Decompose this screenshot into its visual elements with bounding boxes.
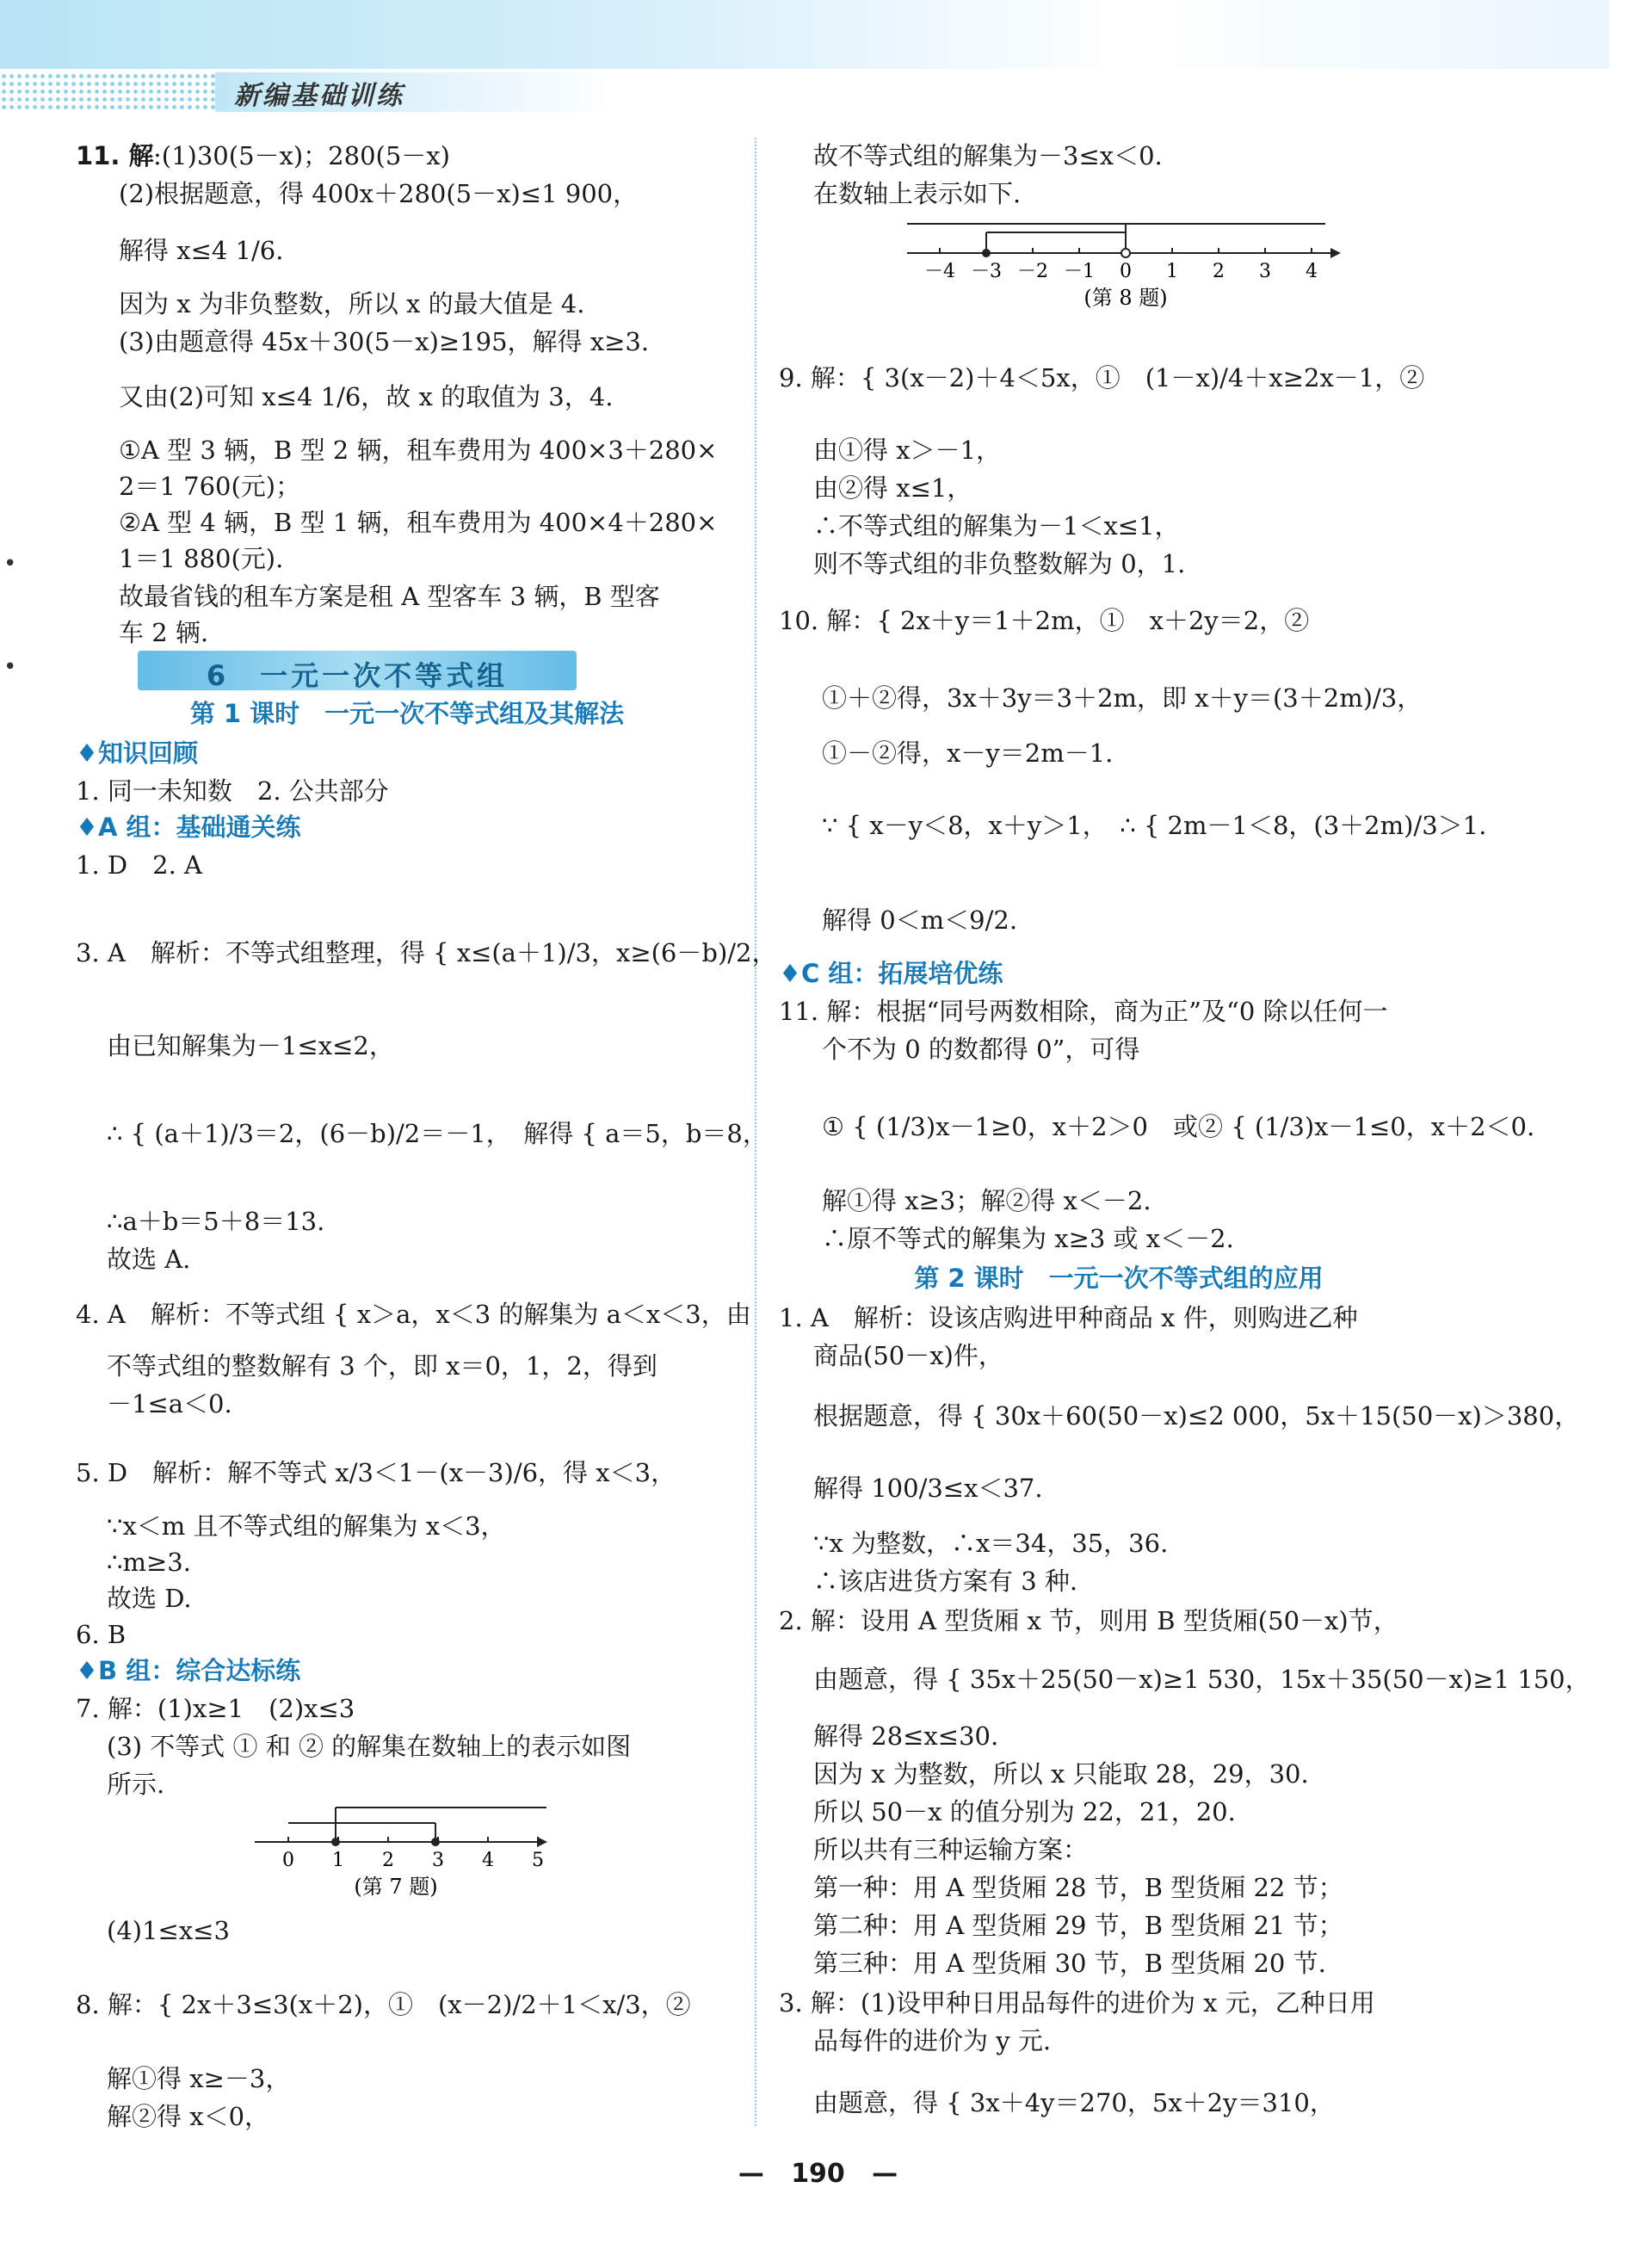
text-line: 故选 A. bbox=[107, 1245, 191, 1274]
text-line: 3. A 解析：不等式组整理，得 { x≤(a＋1)/3，x≥(6－b)/2， bbox=[76, 938, 777, 967]
text-line: 6. B bbox=[76, 1620, 127, 1649]
text-line: ∵x＜m 且不等式组的解集为 x＜3， bbox=[107, 1511, 506, 1541]
tick-label: 1 bbox=[332, 1850, 344, 1871]
diamond-icon: ♦ bbox=[76, 738, 98, 768]
closed-point bbox=[431, 1838, 440, 1846]
tick-label: 4 bbox=[1306, 261, 1318, 282]
text-line: 2. 解：设用 A 型货厢 x 节，则用 B 型货厢(50－x)节， bbox=[779, 1606, 1398, 1635]
text-line: 第三种：用 A 型货厢 30 节，B 型货厢 20 节. bbox=[813, 1949, 1326, 1978]
tick-label: 5 bbox=[532, 1850, 544, 1871]
header-dot-pattern bbox=[0, 72, 215, 112]
text-line: 因为 x 为非负整数，所以 x 的最大值是 4. bbox=[119, 289, 585, 318]
text-line: 故最省钱的租车方案是租 A 型客车 3 辆，B 型客 bbox=[119, 582, 660, 611]
section-banner bbox=[138, 651, 577, 690]
tick-label: －3 bbox=[971, 261, 1002, 282]
text-line: 故选 D. bbox=[107, 1584, 192, 1613]
text-line: 1. A 解析：设该店购进甲种商品 x 件，则购进乙种 bbox=[779, 1303, 1358, 1332]
lesson-1-title: 第 1 课时 一元一次不等式组及其解法 bbox=[189, 699, 625, 728]
text-line: 8. 解：{ 2x＋3≤3(x＋2)，① (x－2)/2＋1＜x/3，② bbox=[76, 1990, 691, 2019]
text-line: ∴ { (a＋1)/3＝2，(6－b)/2＝－1， 解得 { a＝5，b＝8， bbox=[107, 1119, 768, 1148]
number-line-q8 bbox=[904, 219, 1351, 313]
text-line: 品每件的进价为 y 元. bbox=[813, 2026, 1052, 2055]
text-line: 由①得 x＞－1， bbox=[813, 436, 1002, 465]
knowledge-review-heading: ♦知识回顾 bbox=[76, 738, 199, 768]
tick-label: 1 bbox=[1166, 261, 1178, 282]
text-line: 10. 解：{ 2x＋y＝1＋2m，① x＋2y＝2，② bbox=[779, 606, 1310, 635]
text-line: 所示. bbox=[107, 1770, 165, 1799]
text-line: ∴不等式组的解集为－1＜x≤1， bbox=[813, 511, 1180, 541]
tick-label: 0 bbox=[282, 1850, 294, 1871]
text-line: ∴m≥3. bbox=[107, 1548, 191, 1577]
text-line: 又由(2)可知 x≤4 1/6，故 x 的取值为 3，4. bbox=[119, 382, 614, 411]
text-line: 3. 解：(1)设甲种日用品每件的进价为 x 元，乙种日用 bbox=[779, 1988, 1375, 2018]
number-line-q7 bbox=[250, 1799, 559, 1902]
text-line: 解得 x≤4 1/6. bbox=[119, 236, 284, 265]
open-point bbox=[1121, 249, 1130, 257]
page-dash: — bbox=[872, 2159, 898, 2189]
page-number-value: 190 bbox=[791, 2159, 845, 2189]
text-line: 所以共有三种运输方案： bbox=[813, 1835, 1089, 1864]
text-line: 车 2 辆. bbox=[119, 618, 209, 647]
text-line: 由已知解集为－1≤x≤2， bbox=[107, 1031, 394, 1060]
tick-label: 2 bbox=[382, 1850, 394, 1871]
text-line: (3) 不等式 ① 和 ② 的解集在数轴上的表示如图 bbox=[107, 1732, 632, 1761]
text-line: 则不等式组的非负整数解为 0，1. bbox=[813, 549, 1186, 578]
text-line: 解②得 x＜0， bbox=[107, 2102, 270, 2131]
text-line: (4)1≤x≤3 bbox=[107, 1916, 230, 1945]
text-line: 由题意，得 { 35x＋25(50－x)≥1 530，15x＋35(50－x)≥1 150， bbox=[813, 1665, 1590, 1694]
text-line: 不等式组的整数解有 3 个，即 x＝0，1，2，得到 bbox=[107, 1351, 657, 1381]
tick-label: 3 bbox=[432, 1850, 444, 1871]
page-dash: — bbox=[738, 2159, 764, 2189]
tick-label: －4 bbox=[924, 261, 955, 282]
tick-label: －2 bbox=[1017, 261, 1048, 282]
tick-label: －1 bbox=[1064, 261, 1095, 282]
tick-label: 0 bbox=[1120, 261, 1132, 282]
text-line: 9. 解：{ 3(x－2)＋4＜5x，① (1－x)/4＋x≥2x－1，② bbox=[779, 363, 1425, 392]
text-line: 1＝1 880(元). bbox=[119, 544, 284, 573]
text-line: 解①得 x≥－3， bbox=[107, 2064, 291, 2093]
text-line: ①＋②得，3x＋3y＝3＋2m，即 x＋y＝(3＋2m)/3， bbox=[822, 683, 1423, 713]
text-line: 第二种：用 A 型货厢 29 节，B 型货厢 21 节； bbox=[813, 1911, 1343, 1940]
text-line: 在数轴上表示如下. bbox=[813, 179, 1022, 208]
tick-label: 2 bbox=[1213, 261, 1225, 282]
text-line: 2＝1 760(元)； bbox=[119, 472, 301, 501]
text-line: 因为 x 为整数，所以 x 只能取 28，29，30. bbox=[813, 1759, 1309, 1789]
text-line: 由题意，得 { 3x＋4y＝270，5x＋2y＝310， bbox=[813, 2088, 1335, 2117]
text-line: －1≤a＜0. bbox=[107, 1389, 232, 1418]
text-line: 解得 100/3≤x＜37. bbox=[813, 1474, 1043, 1503]
text-line: 解得 28≤x≤30. bbox=[813, 1721, 999, 1751]
text-line: 个不为 0 的数都得 0”，可得 bbox=[822, 1035, 1140, 1064]
diamond-icon: ♦ bbox=[779, 959, 801, 988]
text-line: (3)由题意得 45x＋30(5－x)≥195，解得 x≥3. bbox=[119, 327, 650, 356]
text-line: ②A 型 4 辆，B 型 1 辆，租车费用为 400×4＋280× bbox=[119, 508, 718, 537]
knowledge-review-answer: 1. 同一未知数 2. 公共部分 bbox=[76, 776, 389, 806]
text-line: :(1)30(5－x)；280(5－x) bbox=[153, 141, 450, 170]
text-line: 5. D 解析：解不等式 x/3＜1－(x－3)/6，得 x＜3， bbox=[76, 1458, 676, 1487]
text-line: ①A 型 3 辆，B 型 2 辆，租车费用为 400×3＋280× bbox=[119, 436, 718, 465]
text-line: ∵x 为整数，∴x＝34，35，36. bbox=[813, 1529, 1169, 1558]
tick-label: 3 bbox=[1259, 261, 1271, 282]
closed-point bbox=[331, 1838, 340, 1846]
text-line: 故不等式组的解集为－3≤x＜0. bbox=[813, 141, 1163, 170]
text-line: 所以 50－x 的值分别为 22，21，20. bbox=[813, 1797, 1236, 1826]
text-line: ∵ { x－y＜8，x＋y＞1， ∴ { 2m－1＜8，(3＋2m)/3＞1. bbox=[822, 811, 1487, 840]
q11-label: 11. 解 bbox=[76, 141, 154, 170]
text-line: ①－②得，x－y＝2m－1. bbox=[822, 738, 1114, 768]
text-line: 解①得 x≥3；解②得 x＜－2. bbox=[822, 1186, 1151, 1215]
closed-point bbox=[982, 249, 991, 257]
text-line: ∴原不等式的解集为 x≥3 或 x＜－2. bbox=[822, 1224, 1234, 1253]
book-title: 新编基础训练 bbox=[234, 81, 404, 111]
margin-mark: • bbox=[3, 551, 17, 577]
figure-caption: (第 7 题) bbox=[354, 1875, 438, 1899]
axis-arrow-icon bbox=[1330, 248, 1341, 258]
text-line: ① { (1/3)x－1≥0，x＋2＞0 或② { (1/3)x－1≤0，x＋2＜0. bbox=[822, 1112, 1535, 1141]
text-line: 根据题意，得 { 30x＋60(50－x)≤2 000，5x＋15(50－x)＞380， bbox=[813, 1401, 1580, 1431]
diamond-icon: ♦ bbox=[76, 813, 98, 842]
text-line: ∴a＋b＝5＋8＝13. bbox=[107, 1207, 325, 1236]
group-c-heading: ♦C 组：拓展培优练 bbox=[779, 959, 1003, 988]
text-line: 第一种：用 A 型货厢 28 节，B 型货厢 22 节； bbox=[813, 1873, 1343, 1902]
group-a-heading: ♦A 组：基础通关练 bbox=[76, 813, 301, 842]
figure-caption: (第 8 题) bbox=[1083, 286, 1168, 310]
text-line: 7. 解：(1)x≥1 (2)x≤3 bbox=[76, 1694, 355, 1723]
section-title: 6 一元一次不等式组 bbox=[206, 659, 509, 692]
page-number bbox=[0, 2159, 1636, 2189]
text-line: 解得 0＜m＜9/2. bbox=[822, 905, 1018, 935]
tick-label: 4 bbox=[482, 1850, 494, 1871]
text-line: 由②得 x≤1， bbox=[813, 473, 972, 503]
margin-mark: • bbox=[3, 654, 17, 680]
header-band bbox=[0, 0, 1609, 69]
diamond-icon: ♦ bbox=[76, 1656, 98, 1685]
text-line: ∴该店进货方案有 3 种. bbox=[813, 1567, 1078, 1596]
text-line: 4. A 解析：不等式组 { x＞a，x＜3 的解集为 a＜x＜3，由 bbox=[76, 1300, 751, 1329]
lesson-2-title: 第 2 课时 一元一次不等式组的应用 bbox=[914, 1264, 1324, 1293]
text-line: 1. D 2. A bbox=[76, 850, 202, 880]
text-line: (2)根据题意，得 400x＋280(5－x)≤1 900， bbox=[119, 179, 639, 208]
text-line: 商品(50－x)件， bbox=[813, 1341, 1003, 1370]
text-line: 11. 解：根据“同号两数相除，商为正”及“0 除以任何一 bbox=[779, 997, 1388, 1026]
group-b-heading: ♦B 组：综合达标练 bbox=[76, 1656, 301, 1685]
